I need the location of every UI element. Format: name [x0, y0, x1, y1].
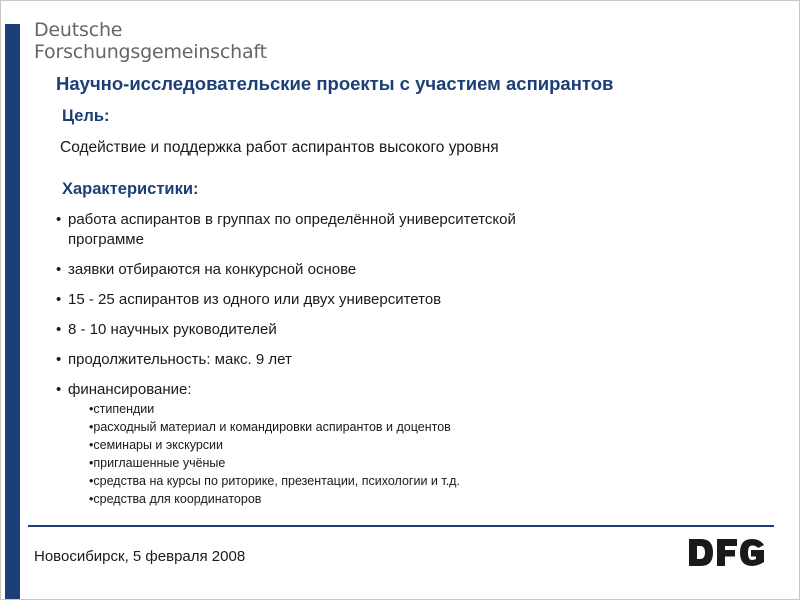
funding-item-text: средства на курсы по риторике, презентации, психологии и т.д. — [93, 474, 460, 488]
funding-item: •семинары и экскурсии — [89, 438, 224, 452]
footer-divider — [28, 525, 774, 527]
funding-item-text: приглашенные учёные — [93, 456, 226, 470]
left-accent-bar — [5, 24, 20, 599]
goal-heading: Цель: — [62, 107, 110, 125]
list-item — [56, 350, 756, 370]
slide-border-top — [0, 0, 800, 1]
funding-item-text: стипендии — [93, 402, 155, 416]
dfg-logo — [687, 537, 766, 568]
org-name — [34, 19, 267, 63]
funding-item: •приглашенные учёные — [89, 456, 226, 470]
bullet-marker: • — [56, 261, 62, 278]
footer-location-date: Новосибирск, 5 февраля 2008 — [34, 548, 246, 565]
funding-item: •расходный материал и командировки аспирантов и доцентов — [89, 420, 451, 434]
org-name-line1: Deutsche — [34, 19, 123, 41]
funding-item: •средства для координаторов — [89, 492, 262, 506]
list-item-text: работа аспирантов в группах по определённой университетской — [68, 211, 516, 228]
bullet-marker: • — [56, 321, 62, 338]
goal-text: Содействие и поддержка работ аспирантов высокого уровня — [60, 139, 499, 156]
list-item-text: 15 - 25 аспирантов из одного или двух университетов — [68, 291, 442, 308]
list-item-text: финансирование: — [68, 381, 192, 398]
list-item — [56, 290, 756, 310]
slide-border-left — [0, 0, 1, 600]
bullet-marker: • — [56, 381, 62, 398]
funding-item-text: расходный материал и командировки аспирантов и доцентов — [93, 420, 451, 434]
org-name-line2: Forschungsgemeinschaft — [34, 41, 267, 63]
bullet-marker: • — [56, 351, 62, 368]
list-item-text: заявки отбираются на конкурсной основе — [68, 261, 357, 278]
list-item-text: продолжительность: макс. 9 лет — [68, 351, 292, 368]
characteristics-heading: Характеристики: — [62, 180, 199, 198]
characteristics-list — [56, 210, 756, 508]
list-item-text-continuation: программе — [68, 231, 144, 248]
list-item — [56, 320, 756, 340]
funding-item: •средства на курсы по риторике, презентации, психологии и т.д. — [89, 474, 460, 488]
list-item — [56, 260, 756, 280]
funding-item: •стипендии — [89, 402, 155, 416]
funding-list — [56, 400, 756, 508]
funding-item-text: семинары и экскурсии — [93, 438, 224, 452]
funding-item-text: средства для координаторов — [93, 492, 262, 506]
bullet-marker: • — [56, 291, 62, 308]
list-item-text: 8 - 10 научных руководителей — [68, 321, 277, 338]
bullet-marker: • — [56, 211, 62, 228]
page-title: Научно-исследовательские проекты с участием аспирантов — [56, 73, 614, 94]
list-item — [56, 210, 756, 250]
list-item — [56, 380, 756, 400]
